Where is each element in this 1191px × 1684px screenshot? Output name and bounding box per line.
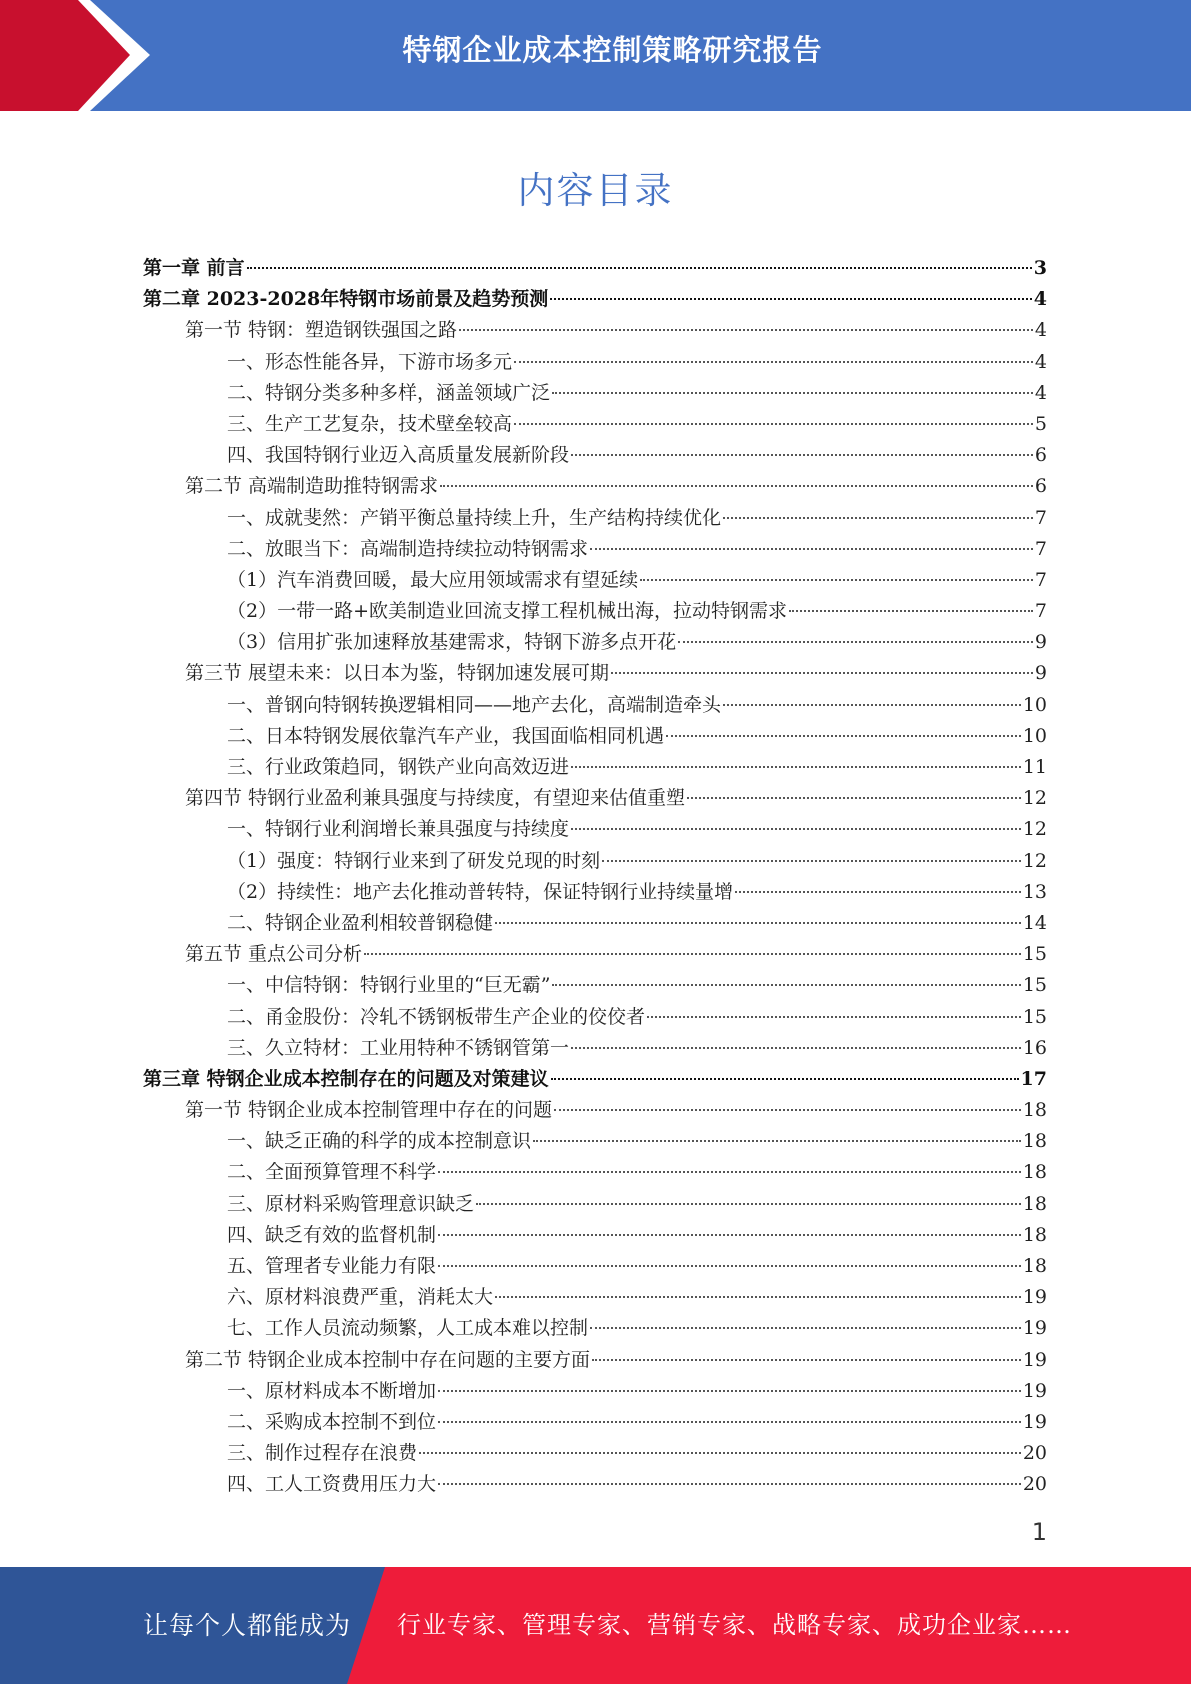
toc-entry-page: 19	[1022, 1410, 1047, 1433]
toc-entry[interactable]	[143, 1469, 1047, 1500]
report-title: 特钢企业成本控制策略研究报告	[402, 33, 823, 67]
toc-entry-title: 五、管理者专业能力有限	[227, 1255, 437, 1277]
toc-entry[interactable]	[143, 347, 1047, 378]
toc-dot-leader	[590, 548, 1033, 550]
toc-entry-title: 三、久立特材：工业用特种不锈钢管第一	[227, 1036, 570, 1059]
toc-dot-leader	[666, 735, 1021, 737]
toc-dot-leader	[550, 298, 1032, 300]
page-number: 1	[1031, 1518, 1047, 1546]
toc-entry-page: 6	[1034, 444, 1047, 467]
toc-dot-leader	[495, 922, 1021, 924]
toc-dot-leader	[459, 329, 1033, 331]
toc-entry[interactable]	[143, 721, 1047, 752]
toc-dot-leader	[438, 1171, 1021, 1173]
toc-entry[interactable]	[143, 1095, 1047, 1126]
toc-entry-page: 18	[1022, 1130, 1047, 1153]
toc-dot-leader	[571, 828, 1021, 830]
toc-entry-page: 19	[1022, 1286, 1047, 1309]
toc-entry-title: 二、特钢企业盈利相较普钢稳健	[227, 911, 494, 934]
header-band	[0, 0, 1191, 111]
toc-entry-page: 18	[1022, 1255, 1047, 1277]
toc-entry-page: 18	[1022, 1223, 1047, 1246]
toc-dot-leader	[440, 485, 1033, 487]
toc-entry-page: 12	[1022, 787, 1047, 810]
toc-entry-title: 第一节 特钢：塑造钢铁强国之路	[185, 319, 458, 342]
toc-dot-leader	[789, 610, 1033, 612]
toc-entry[interactable]	[143, 315, 1047, 346]
toc-entry[interactable]	[143, 1282, 1047, 1313]
toc-entry-page: 9	[1034, 662, 1047, 685]
toc-entry-title: 一、缺乏正确的科学的成本控制意识	[227, 1130, 532, 1153]
toc-entry-page: 10	[1022, 724, 1047, 747]
toc-dot-leader	[495, 1296, 1021, 1298]
toc-dot-leader	[551, 1078, 1019, 1080]
toc-dot-leader	[611, 672, 1033, 674]
toc-entry[interactable]	[143, 1345, 1047, 1376]
toc-entry[interactable]	[143, 970, 1047, 1001]
toc-entry-page: 7	[1034, 506, 1047, 529]
toc-entry-title: 四、缺乏有效的监督机制	[227, 1223, 437, 1246]
toc-entry-title: 第二章 2023-2028年特钢市场前景及趋势预测	[143, 288, 549, 311]
toc-entry[interactable]	[143, 596, 1047, 627]
toc-dot-leader	[438, 1483, 1021, 1485]
toc-entry-page: 12	[1022, 818, 1047, 841]
toc-dot-leader	[514, 361, 1033, 363]
toc-dot-leader	[419, 1452, 1021, 1454]
toc-entry-page: 4	[1033, 288, 1047, 311]
toc-entry-title: （2）一带一路+欧美制造业回流支撑工程机械出海，拉动特钢需求	[227, 600, 788, 623]
toc-dot-leader	[514, 423, 1033, 425]
toc-entry-page: 19	[1022, 1317, 1047, 1340]
toc-entry[interactable]	[143, 1438, 1047, 1469]
toc-dot-leader	[723, 517, 1033, 519]
toc-dot-leader	[552, 984, 1020, 986]
toc-entry[interactable]	[143, 1407, 1047, 1438]
toc-entry-page: 15	[1022, 1005, 1047, 1028]
toc-entry[interactable]	[143, 1251, 1047, 1282]
toc-entry-page: 20	[1022, 1473, 1047, 1496]
toc-entry-title: 第二节 高端制造助推特钢需求	[185, 475, 439, 498]
toc-dot-leader	[687, 797, 1021, 799]
toc-entry[interactable]	[143, 1313, 1047, 1344]
toc-entry-page: 7	[1034, 600, 1047, 623]
toc-entry-title: 二、采购成本控制不到位	[227, 1410, 437, 1433]
toc-dot-leader	[438, 1421, 1021, 1423]
toc-entry-page: 19	[1022, 1379, 1047, 1402]
toc-entry[interactable]	[143, 846, 1047, 877]
toc-entry-title: 二、全面预算管理不科学	[227, 1161, 437, 1184]
toc-entry[interactable]	[143, 471, 1047, 502]
toc-entry[interactable]	[143, 1157, 1047, 1188]
toc-entry-page: 11	[1022, 756, 1047, 778]
toc-dot-leader	[571, 1047, 1021, 1049]
toc-entry-title: 七、工作人员流动频繁，人工成本难以控制	[227, 1317, 589, 1340]
toc-entry[interactable]	[143, 440, 1047, 471]
toc-entry-page: 7	[1034, 537, 1047, 560]
toc-entry[interactable]	[143, 783, 1047, 814]
toc-entry[interactable]	[143, 284, 1047, 315]
toc-entry[interactable]	[143, 1189, 1047, 1220]
toc-entry-title: （1）强度：特钢行业来到了研发兑现的时刻	[227, 849, 601, 872]
toc-entry-page: 17	[1020, 1067, 1047, 1090]
toc-entry-page: 16	[1022, 1036, 1047, 1059]
toc-entry-title: 第四节 特钢行业盈利兼具强度与持续度，有望迎来估值重塑	[185, 787, 686, 810]
toc-entry-page: 19	[1022, 1348, 1047, 1371]
toc-dot-leader	[723, 704, 1021, 706]
toc-entry[interactable]	[143, 627, 1047, 658]
toc-dot-leader	[571, 766, 1021, 768]
toc-entry-title: 四、工人工资费用压力大	[227, 1473, 437, 1496]
toc-dot-leader	[552, 392, 1033, 394]
toc-dot-leader	[554, 1109, 1021, 1111]
toc-heading: 内容目录	[517, 169, 674, 212]
toc-entry-title: 一、普钢向特钢转换逻辑相同——地产去化，高端制造牵头	[227, 693, 722, 716]
toc-entry-page: 18	[1022, 1161, 1047, 1184]
toc-entry[interactable]	[143, 1376, 1047, 1407]
toc-entry-title: 三、行业政策趋同，钢铁产业向高效迈进	[227, 756, 570, 778]
toc-entry-title: 第二节 特钢企业成本控制中存在问题的主要方面	[185, 1348, 591, 1371]
toc-dot-leader	[364, 953, 1021, 955]
toc-entry-page: 18	[1022, 1192, 1047, 1215]
toc-entry-title: 一、形态性能各异，下游市场多元	[227, 350, 513, 373]
toc-dot-leader	[533, 1140, 1021, 1142]
toc-dot-leader	[438, 1265, 1021, 1267]
toc-entry-title: 二、日本特钢发展依靠汽车产业，我国面临相同机遇	[227, 724, 665, 747]
toc-dot-leader	[647, 1016, 1021, 1018]
toc-dot-leader	[247, 267, 1032, 269]
toc-entry-page: 4	[1034, 381, 1047, 404]
toc-dot-leader	[438, 1234, 1021, 1236]
toc-dot-leader	[438, 1390, 1021, 1392]
toc-entry-page: 4	[1034, 350, 1047, 373]
toc-entry-title: 二、甬金股份：冷轧不锈钢板带生产企业的佼佼者	[227, 1005, 646, 1028]
toc-entry-title: 二、放眼当下：高端制造持续拉动特钢需求	[227, 537, 589, 560]
toc-entry-page: 4	[1034, 319, 1047, 342]
toc-entry[interactable]	[143, 253, 1047, 284]
table-of-contents	[143, 253, 1047, 1501]
toc-entry-title: 第一章 前言	[143, 257, 245, 279]
toc-entry-title: 第三章 特钢企业成本控制存在的问题及对策建议	[143, 1067, 549, 1090]
toc-entry-title: 一、特钢行业利润增长兼具强度与持续度	[227, 818, 570, 841]
toc-entry[interactable]	[143, 752, 1047, 783]
toc-entry[interactable]	[143, 658, 1047, 689]
toc-entry-title: 第一节 特钢企业成本控制管理中存在的问题	[185, 1099, 553, 1122]
toc-dot-leader	[640, 579, 1033, 581]
toc-entry-page: 15	[1022, 974, 1047, 997]
toc-entry-title: （3）信用扩张加速释放基建需求，特钢下游多点开花	[227, 631, 677, 654]
toc-entry[interactable]	[143, 1126, 1047, 1157]
toc-entry-page: 5	[1034, 412, 1047, 435]
toc-entry-page: 14	[1022, 911, 1047, 934]
toc-entry[interactable]	[143, 939, 1047, 970]
toc-dot-leader	[735, 891, 1021, 893]
toc-entry-page: 18	[1022, 1099, 1047, 1122]
toc-dot-leader	[476, 1203, 1021, 1205]
toc-entry[interactable]	[143, 1064, 1047, 1095]
toc-entry[interactable]	[143, 378, 1047, 409]
toc-dot-leader	[571, 454, 1033, 456]
toc-entry-title: 三、制作过程存在浪费	[227, 1442, 418, 1465]
toc-entry[interactable]	[143, 908, 1047, 939]
toc-entry-page: 15	[1022, 943, 1047, 966]
toc-entry[interactable]	[143, 690, 1047, 721]
toc-entry[interactable]	[143, 534, 1047, 565]
toc-entry-page: 3	[1033, 257, 1047, 279]
toc-entry-page: 20	[1022, 1442, 1047, 1465]
toc-entry-page: 10	[1022, 693, 1047, 716]
toc-entry[interactable]	[143, 877, 1047, 908]
toc-entry[interactable]	[143, 503, 1047, 534]
toc-entry[interactable]	[143, 409, 1047, 440]
toc-dot-leader	[602, 860, 1021, 862]
toc-entry[interactable]	[143, 1002, 1047, 1033]
toc-dot-leader	[678, 641, 1033, 643]
toc-entry-title: （2）持续性：地产去化推动普转特，保证特钢行业持续量增	[227, 880, 734, 903]
toc-entry-title: 一、中信特钢：特钢行业里的“巨无霸”	[227, 974, 551, 997]
toc-entry-page: 12	[1022, 849, 1047, 872]
toc-entry-title: 六、原材料浪费严重，消耗太大	[227, 1286, 494, 1309]
toc-entry-page: 6	[1034, 475, 1047, 498]
toc-entry-title: 三、生产工艺复杂，技术壁垒较高	[227, 412, 513, 435]
toc-dot-leader	[590, 1327, 1021, 1329]
footer-band	[0, 1567, 1191, 1684]
toc-entry[interactable]	[143, 814, 1047, 845]
toc-entry-title: 三、原材料采购管理意识缺乏	[227, 1192, 475, 1215]
toc-entry-title: （1）汽车消费回暖，最大应用领域需求有望延续	[227, 568, 639, 591]
toc-entry-title: 四、我国特钢行业迈入高质量发展新阶段	[227, 444, 570, 467]
toc-entry[interactable]	[143, 1033, 1047, 1064]
footer-slogan-left: 让每个人都能成为	[143, 1611, 352, 1640]
toc-entry[interactable]	[143, 1220, 1047, 1251]
toc-dot-leader	[592, 1359, 1021, 1361]
toc-entry-title: 一、成就斐然：产销平衡总量持续上升，生产结构持续优化	[227, 506, 722, 529]
toc-entry-page: 13	[1022, 880, 1047, 903]
toc-entry-title: 二、特钢分类多种多样，涵盖领域广泛	[227, 381, 551, 404]
toc-entry[interactable]	[143, 565, 1047, 596]
toc-entry-page: 9	[1034, 631, 1047, 654]
footer-slogan-right: 行业专家、管理专家、营销专家、战略专家、成功企业家……	[397, 1611, 1072, 1639]
toc-entry-title: 第五节 重点公司分析	[185, 943, 363, 966]
toc-entry-page: 7	[1034, 568, 1047, 591]
toc-entry-title: 第三节 展望未来：以日本为鉴，特钢加速发展可期	[185, 662, 610, 685]
toc-entry-title: 一、原材料成本不断增加	[227, 1379, 437, 1402]
